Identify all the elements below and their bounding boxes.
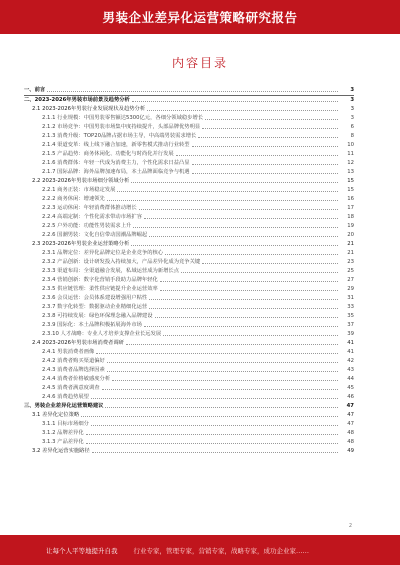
toc-entry[interactable] bbox=[24, 276, 354, 285]
toc-entry-label: 2.1 2023-2026年男装行业发展现状及趋势分析 bbox=[32, 106, 146, 112]
toc-entry-label: 二、2023-2026年男装市场前景及趋势分析 bbox=[24, 97, 130, 103]
page-number: 2 bbox=[348, 523, 352, 529]
toc-entry-label: 2.2.3 运动休闲：年轻消费群体推动增长 bbox=[42, 205, 137, 211]
toc-entry-page: 37 bbox=[347, 322, 354, 328]
toc-entry[interactable] bbox=[24, 321, 354, 330]
toc-entry-page: 41 bbox=[347, 349, 354, 355]
footer-experts: 行业专家，管理专家，营销专家，战略专家，成功企业家…… bbox=[133, 546, 309, 555]
toc-entry-label: 三、男装企业差异化运营策略建议 bbox=[24, 403, 104, 409]
report-header-bar bbox=[0, 0, 400, 34]
toc-entry[interactable] bbox=[24, 420, 354, 429]
toc-entry-label: 2.3.6 会员运营：会员体系建设增强用户粘性 bbox=[42, 295, 148, 301]
toc-entry[interactable] bbox=[24, 195, 354, 204]
toc-entry[interactable] bbox=[24, 375, 354, 384]
toc-entry-page: 39 bbox=[347, 331, 354, 337]
toc-entry-label: 2.3.9 国际化：本土品牌积极拓展海外市场 bbox=[42, 322, 142, 328]
toc-entry[interactable] bbox=[24, 303, 354, 312]
toc-entry[interactable] bbox=[24, 86, 354, 96]
toc-entry[interactable] bbox=[24, 213, 354, 222]
toc-entry[interactable] bbox=[24, 402, 354, 411]
toc-entry-label: 2.1.3 消费升级：TOP20品牌占据市场主导，中高端男装需求增长 bbox=[42, 133, 197, 139]
toc-entry-page: 3 bbox=[350, 106, 354, 112]
toc-entry-page: 46 bbox=[347, 394, 354, 400]
toc-entry-label: 2.4.5 消费者满意度调查 bbox=[42, 385, 100, 391]
toc-entry[interactable] bbox=[24, 384, 354, 393]
toc-entry-page: 35 bbox=[347, 313, 354, 319]
toc-leader-dots bbox=[163, 330, 338, 336]
toc-leader-dots bbox=[149, 294, 338, 300]
toc-entry-page: 33 bbox=[347, 304, 354, 310]
toc-entry[interactable] bbox=[24, 96, 354, 105]
toc-leader-dots bbox=[149, 231, 338, 237]
toc-entry-label: 2.4.6 消费趋势展望 bbox=[42, 394, 89, 400]
footer-bar bbox=[0, 535, 400, 565]
toc-leader-dots bbox=[131, 240, 338, 246]
toc-entry[interactable] bbox=[24, 114, 354, 123]
toc-entry-page: 21 bbox=[347, 250, 354, 256]
toc-leader-dots bbox=[132, 96, 338, 102]
toc-entry-label: 2.1.2 市场竞争：中国男装市场集中度持续提升，头部品牌优势明显 bbox=[42, 124, 201, 130]
toc-leader-dots bbox=[155, 312, 338, 318]
toc-entry-page: 47 bbox=[347, 421, 354, 427]
toc-leader-dots bbox=[198, 132, 338, 138]
toc-entry[interactable] bbox=[24, 150, 354, 159]
toc-entry-label: 2.2 2023-2026年男装市场细分领域分析 bbox=[32, 178, 130, 184]
toc-leader-dots bbox=[165, 249, 338, 255]
toc-entry[interactable] bbox=[24, 123, 354, 132]
toc-entry-label: 3.1.3 产品差异化 bbox=[42, 439, 84, 445]
toc-entry-page: 29 bbox=[347, 286, 354, 292]
toc-entry[interactable] bbox=[24, 105, 354, 114]
toc-entry-label: 2.2.6 国潮男装：文化自信带动国潮品牌崛起 bbox=[42, 232, 148, 238]
toc-entry-label: 2.1.1 行业规模：中国男装零售额达5300亿元，各细分领域稳步增长 bbox=[42, 115, 204, 121]
toc-entry-page: 44 bbox=[347, 376, 354, 382]
toc-entry-page: 3 bbox=[350, 115, 354, 121]
toc-entry-label: 2.3.3 渠道布局：全渠道融合发展，私域运营成为新增长点 bbox=[42, 268, 179, 274]
toc-entry[interactable] bbox=[24, 159, 354, 168]
toc-entry-label: 2.3.8 可持续发展：绿色环保理念融入品牌建设 bbox=[42, 313, 153, 319]
toc-leader-dots bbox=[202, 258, 338, 264]
toc-entry[interactable] bbox=[24, 438, 354, 447]
toc-leader-dots bbox=[112, 375, 338, 381]
toc-leader-dots bbox=[144, 213, 338, 219]
report-title: 男装企业差异化运营策略研究报告 bbox=[102, 10, 298, 25]
toc-entry[interactable] bbox=[24, 222, 354, 231]
toc-entry[interactable] bbox=[24, 186, 354, 195]
toc-entry-label: 2.4.3 消费者品牌选择因素 bbox=[42, 367, 105, 373]
toc-entry[interactable] bbox=[24, 294, 354, 303]
toc-entry-page: 15 bbox=[347, 187, 354, 193]
toc-leader-dots bbox=[133, 222, 338, 228]
toc-entry-page: 49 bbox=[347, 448, 354, 454]
toc-entry[interactable] bbox=[24, 249, 354, 258]
toc-leader-dots bbox=[91, 420, 338, 426]
toc-entry-label: 2.3 2023-2026年男装企业运营策略分析 bbox=[32, 241, 130, 247]
toc-entry[interactable] bbox=[24, 393, 354, 402]
toc-entry-label: 2.4 2023-2026年男装市场消费者调研 bbox=[32, 340, 124, 346]
toc-leader-dots bbox=[102, 384, 338, 390]
toc-entry-label: 2.2.2 商务休闲：增速领先 bbox=[42, 196, 105, 202]
toc-leader-dots bbox=[160, 276, 338, 282]
toc-entry[interactable] bbox=[24, 177, 354, 186]
toc-entry[interactable] bbox=[24, 258, 354, 267]
toc-heading: 内容目录 bbox=[171, 56, 228, 70]
toc-entry-page: 6 bbox=[350, 124, 354, 130]
toc-leader-dots bbox=[107, 357, 338, 363]
toc-leader-dots bbox=[144, 321, 338, 327]
toc-leader-dots bbox=[139, 204, 338, 210]
toc-entry[interactable] bbox=[24, 168, 354, 177]
toc-entry-page: 19 bbox=[347, 223, 354, 229]
toc-leader-dots bbox=[126, 339, 338, 345]
toc-entry-label: 3.2 差异化运营实施路径 bbox=[32, 448, 90, 454]
toc-entry[interactable] bbox=[24, 357, 354, 366]
toc-entry-label: 2.2.1 商务正装：市场稳定发展 bbox=[42, 187, 116, 193]
toc-entry[interactable] bbox=[24, 411, 354, 420]
toc-entry-label: 2.3.1 品牌定位：差异化品牌定位是企业竞争的核心 bbox=[42, 250, 164, 256]
toc-leader-dots bbox=[86, 438, 338, 444]
toc-entry-page: 8 bbox=[350, 133, 354, 139]
toc-entry-label: 3.1 差异化定位策略 bbox=[32, 412, 80, 418]
toc-leader-dots bbox=[81, 411, 338, 417]
toc-entry[interactable] bbox=[24, 330, 354, 339]
toc-entry-label: 2.1.7 国际品牌：海外品牌加速布局，本土品牌面临竞争与机遇 bbox=[42, 169, 190, 175]
toc-entry-page: 13 bbox=[347, 169, 354, 175]
toc-leader-dots bbox=[117, 186, 338, 192]
toc-entry[interactable] bbox=[24, 141, 354, 150]
toc-entry-page: 16 bbox=[347, 196, 354, 202]
toc-entry[interactable] bbox=[24, 132, 354, 141]
toc-entry[interactable] bbox=[24, 366, 354, 375]
toc-entry-page: 11 bbox=[347, 151, 354, 157]
toc-leader-dots bbox=[96, 348, 338, 354]
toc-leader-dots bbox=[181, 267, 338, 273]
toc-entry-page: 27 bbox=[347, 277, 354, 283]
toc-entry-page: 23 bbox=[347, 259, 354, 265]
toc-entry[interactable] bbox=[24, 312, 354, 321]
toc-entry[interactable] bbox=[24, 447, 354, 456]
toc-entry-label: 2.3.5 供应链管理：柔性供应链提升企业运营效率 bbox=[42, 286, 158, 292]
toc-entry-page: 45 bbox=[347, 385, 354, 391]
toc-leader-dots bbox=[86, 429, 338, 435]
toc-entry-page: 41 bbox=[347, 340, 354, 346]
toc-entry-page: 20 bbox=[347, 232, 354, 238]
toc-leader-dots bbox=[202, 123, 338, 129]
toc-leader-dots bbox=[160, 285, 338, 291]
toc-entry-label: 2.1.5 产品趋势：商务休闲化、功能化与时尚化并行发展 bbox=[42, 151, 174, 157]
toc-leader-dots bbox=[176, 150, 338, 156]
toc-leader-dots bbox=[47, 86, 338, 92]
toc-entry-label: 2.1.6 消费群体：年轻一代成为消费主力，个性化需求日益凸显 bbox=[42, 160, 190, 166]
toc-entry-label: 2.4.1 男装消费者画像 bbox=[42, 349, 95, 355]
toc-entry-page: 21 bbox=[347, 241, 354, 247]
toc-entry-label: 一、前言 bbox=[24, 87, 46, 93]
toc-entry-page: 3 bbox=[350, 87, 354, 93]
toc-entry-page: 15 bbox=[347, 178, 354, 184]
toc-leader-dots bbox=[147, 105, 338, 111]
toc-entry-page: 47 bbox=[346, 403, 354, 409]
toc-entry-page: 12 bbox=[347, 160, 354, 166]
toc-leader-dots bbox=[149, 303, 338, 309]
toc-entry-page: 3 bbox=[350, 97, 354, 103]
toc-entry[interactable] bbox=[24, 429, 354, 438]
toc-entry-page: 47 bbox=[347, 412, 354, 418]
toc-entry-page: 42 bbox=[347, 358, 354, 364]
toc-leader-dots bbox=[205, 114, 338, 120]
footer-slogan: 让每个人平等地提升自我 bbox=[46, 546, 118, 555]
toc-entry-label: 2.1.4 渠道变革：线上线下融合加速，新零售模式推动行业转型 bbox=[42, 142, 190, 148]
toc-entry[interactable] bbox=[24, 348, 354, 357]
toc-entry[interactable] bbox=[24, 267, 354, 276]
toc-entry-page: 31 bbox=[347, 295, 354, 301]
toc-leader-dots bbox=[105, 402, 338, 408]
toc-entry-label: 2.3.7 数字化转型：数据驱动企业精细化运营 bbox=[42, 304, 148, 310]
toc-entry-label: 3.1.2 品牌差异化 bbox=[42, 430, 84, 436]
toc-entry-page: 48 bbox=[347, 430, 354, 436]
toc-entry-label: 2.2.5 户外功能：功能性男装需求上升 bbox=[42, 223, 132, 229]
toc-entry-label: 2.3.4 营销创新：数字化营销手段助力品牌年轻化 bbox=[42, 277, 158, 283]
toc-entry-page: 43 bbox=[347, 367, 354, 373]
toc-leader-dots bbox=[91, 393, 338, 399]
toc-entry[interactable] bbox=[24, 240, 354, 249]
toc-entry-label: 2.4.4 消费者价格敏感度分析 bbox=[42, 376, 111, 382]
toc-entry-label: 2.2.4 高端定制：个性化需求带动市场扩容 bbox=[42, 214, 142, 220]
toc-entry-page: 48 bbox=[347, 439, 354, 445]
toc-entry-label: 2.3.10 人才战略：专业人才培养支撑企业长远发展 bbox=[42, 331, 162, 337]
toc-leader-dots bbox=[192, 159, 338, 165]
toc-leader-dots bbox=[192, 168, 338, 174]
toc-entry-label: 3.1.1 目标市场细分 bbox=[42, 421, 89, 427]
toc-entry-page: 17 bbox=[347, 205, 354, 211]
toc-leader-dots bbox=[107, 195, 338, 201]
toc-leader-dots bbox=[107, 366, 338, 372]
toc-leader-dots bbox=[192, 141, 338, 147]
toc-entry-page: 10 bbox=[347, 142, 354, 148]
toc-entry-label: 2.3.2 产品创新：设计研发投入持续加大，产品差异化成为竞争关键 bbox=[42, 259, 201, 265]
toc-entry-page: 25 bbox=[347, 268, 354, 274]
toc-entry-page: 18 bbox=[347, 214, 354, 220]
toc-leader-dots bbox=[92, 447, 338, 453]
table-of-contents bbox=[24, 86, 354, 456]
toc-entry[interactable] bbox=[24, 204, 354, 213]
toc-entry-label: 2.4.2 消费者购买渠道偏好 bbox=[42, 358, 105, 364]
toc-entry[interactable] bbox=[24, 285, 354, 294]
toc-entry[interactable] bbox=[24, 339, 354, 348]
toc-leader-dots bbox=[131, 177, 338, 183]
toc-entry[interactable] bbox=[24, 231, 354, 240]
